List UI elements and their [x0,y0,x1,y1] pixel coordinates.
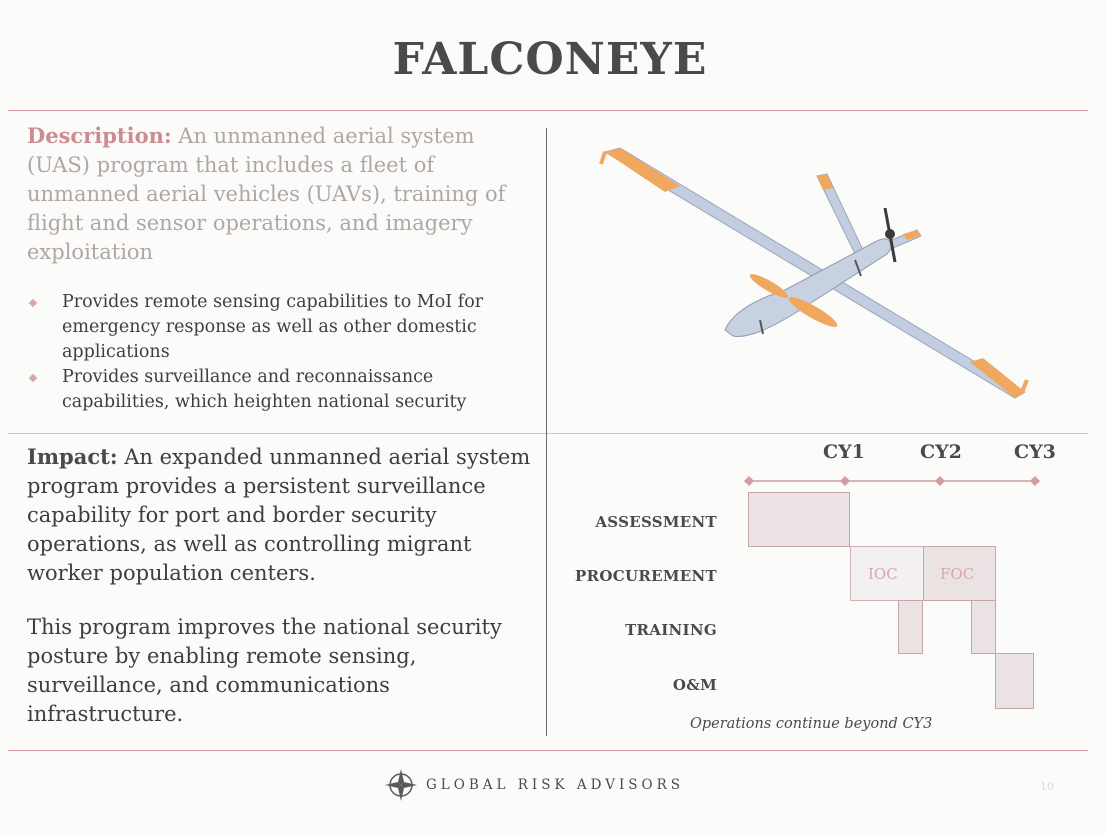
bullet-text: Provides surveillance and reconnaissance capabilities, which heighten national security [62,367,467,412]
diamond-marker-icon [935,476,945,486]
diamond-marker-icon [744,476,754,486]
om-bar [995,653,1034,709]
ioc-label: IOC [868,565,898,583]
impact-block [27,442,532,588]
row-label-training: TRAINING [625,621,717,639]
diamond-marker-icon [840,476,850,486]
diamond-bullet-icon [29,374,37,382]
footer [384,768,684,802]
top-divider [8,110,1088,111]
uav-drone-image [585,130,1045,420]
description-text: An unmanned aerial system (UAS) program that includes a fleet of unmanned aerial vehicles (UAVs), training of flight and sensor operations, and imagery exploitation [27,124,506,264]
uav-drone-icon [601,148,1027,398]
vertical-divider [546,128,547,736]
list-item [27,290,537,365]
page-title: FALCONEYE [392,34,708,85]
list-item [27,365,537,415]
diamond-marker-icon [1030,476,1040,486]
middle-divider [8,433,1088,434]
row-label-om: O&M [672,676,717,694]
description-label: Description: [27,123,172,148]
training-bar-1 [898,600,923,654]
page-number: 10 [1040,780,1054,793]
impact-paragraph-2: This program improves the national security posture by enabling remote sensing, surveillance, and communications infrastructure. [27,615,502,726]
bottom-divider [8,750,1088,751]
row-label-assessment: ASSESSMENT [595,513,717,531]
timeline-caption: Operations continue beyond CY3 [690,716,933,732]
row-label-procurement: PROCUREMENT [575,567,717,585]
footer-brand: GLOBAL RISK ADVISORS [426,777,685,793]
year-label-cy1: CY1 [823,441,865,463]
benefit-list [27,290,537,415]
year-label-cy3: CY3 [1014,441,1056,463]
foc-label: FOC [940,565,975,583]
diamond-bullet-icon [29,299,37,307]
assessment-bar [748,492,850,547]
compass-rose-icon [384,768,418,802]
training-bar-2 [971,600,996,654]
impact-label: Impact: [27,444,118,469]
bullet-text: Provides remote sensing capabilities to MoI for emergency response as well as other domestic applications [62,292,484,362]
description-block [27,121,537,267]
year-label-cy2: CY2 [920,441,962,463]
impact-text: An expanded unmanned aerial system program provides a persistent surveillance capability for port and border security operations, as well as controlling migrant worker population centers. [27,445,531,585]
